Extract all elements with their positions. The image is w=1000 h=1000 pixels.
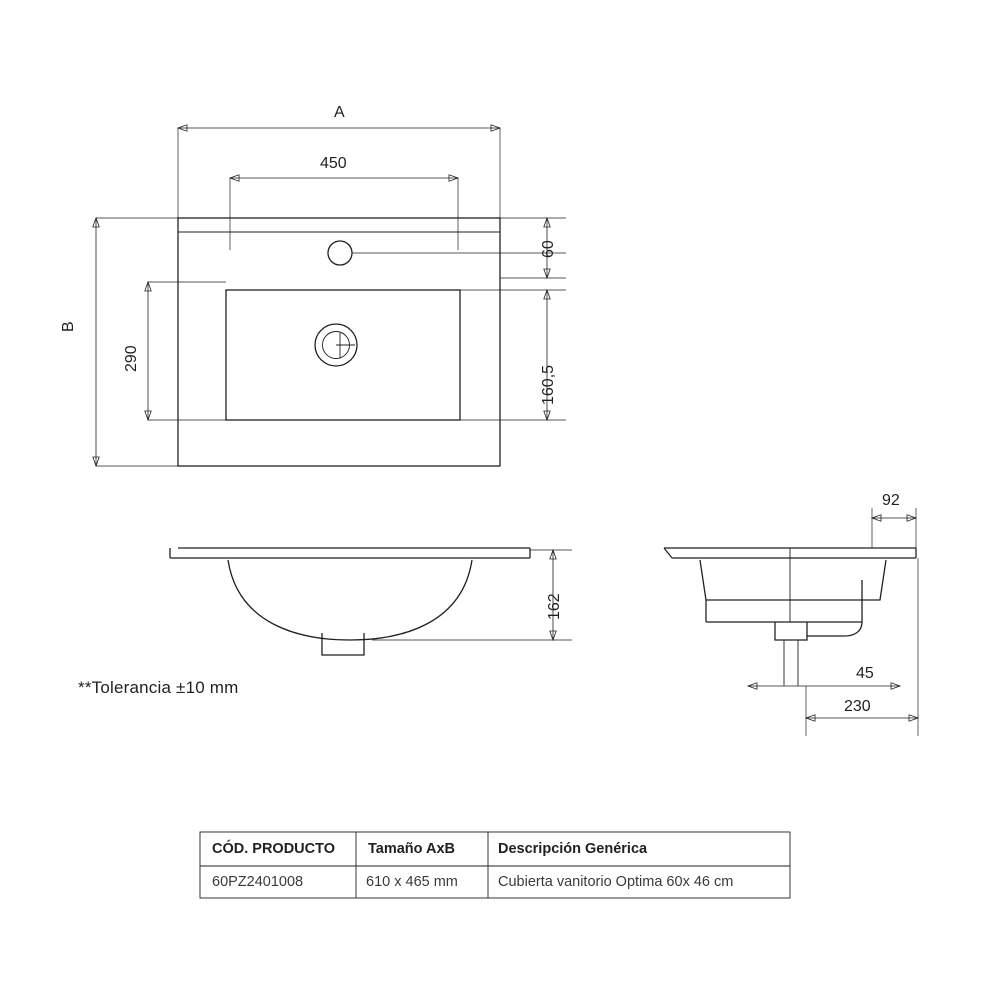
tap-hole <box>328 241 352 265</box>
label-92: 92 <box>882 492 900 509</box>
label-45: 45 <box>856 665 874 682</box>
label-162: 162 <box>546 593 563 620</box>
table-cell-descripcion: Cubierta vanitorio Optima 60x 46 cm <box>498 874 734 890</box>
table-header-codigo: CÓD. PRODUCTO <box>212 841 335 857</box>
label-230: 230 <box>844 698 871 715</box>
front-section-view <box>170 548 572 655</box>
dim-290 <box>145 282 226 420</box>
basin-plan-outline <box>178 218 500 466</box>
top-view-group <box>93 125 566 466</box>
dim-92 <box>872 508 916 548</box>
label-A: A <box>334 104 345 121</box>
table-cell-codigo: 60PZ2401008 <box>212 874 304 890</box>
label-60: 60 <box>540 240 557 258</box>
drain-plan <box>315 324 357 366</box>
label-B: B <box>60 321 77 332</box>
dim-45 <box>748 683 900 689</box>
side-view <box>664 508 918 736</box>
table-header-descripcion: Descripción Genérica <box>498 841 648 857</box>
dim-B <box>93 218 178 466</box>
tolerance-note: **Tolerancia ±10 mm <box>78 678 239 697</box>
table-header-tamano: Tamaño AxB <box>368 841 456 857</box>
table-cell-tamano: 610 x 465 mm <box>366 874 458 890</box>
label-450: 450 <box>320 155 347 172</box>
dim-60 <box>352 218 566 278</box>
dim-450 <box>230 175 458 250</box>
label-160-5: 160,5 <box>540 364 557 405</box>
label-290: 290 <box>123 345 140 372</box>
